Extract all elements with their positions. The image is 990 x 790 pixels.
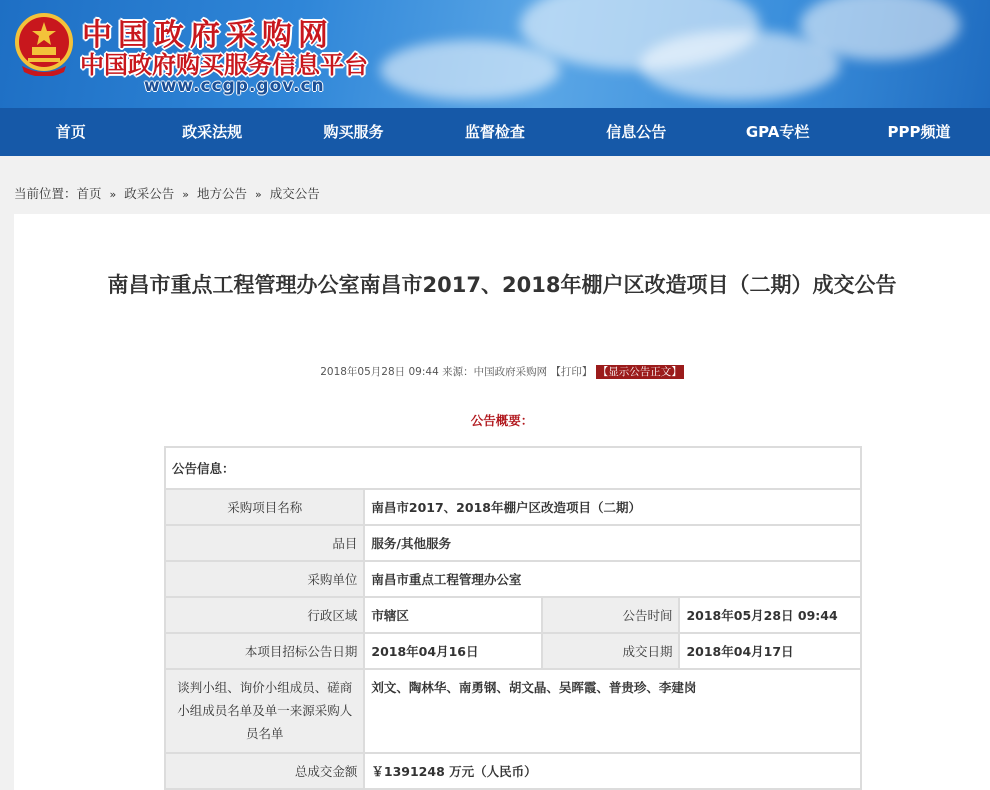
breadcrumb-prefix: 当前位置： xyxy=(14,186,77,201)
table-row xyxy=(165,447,861,489)
breadcrumb-separator: » xyxy=(182,188,190,201)
site-banner xyxy=(0,0,990,108)
site-subtitle: 中国政府购买服务信息平台 xyxy=(80,51,368,79)
article-title: 南昌市重点工程管理办公室南昌市2017、2018年棚户区改造项目（二期）成交公告 xyxy=(107,273,897,297)
deal-date-value: 2018年04月17日 xyxy=(679,633,861,669)
nav-item-gpa[interactable]: GPA专栏 xyxy=(745,123,810,141)
table-row xyxy=(165,525,861,561)
nav-item-ppp[interactable]: PPP频道 xyxy=(887,123,951,141)
deal-date-label: 成交日期 xyxy=(542,633,680,669)
category-value: 服务/其他服务 xyxy=(364,525,861,561)
region-value: 市辖区 xyxy=(364,597,542,633)
breadcrumb xyxy=(14,184,320,202)
nav-item-announcements[interactable]: 信息公告 xyxy=(606,123,667,141)
table-row xyxy=(165,753,861,789)
breadcrumb-deal[interactable]: 成交公告 xyxy=(269,186,320,201)
site-url[interactable]: www.ccgp.gov.cn xyxy=(144,76,325,96)
article-source: 来源：中国政府采购网 xyxy=(442,366,548,378)
nav-item-services[interactable]: 购买服务 xyxy=(323,123,384,141)
notice-time-value: 2018年05月28日 09:44 xyxy=(679,597,861,633)
nav-item-regulations[interactable]: 政采法规 xyxy=(182,123,243,141)
panel-members-value: 刘文、陶林华、南勇钢、胡文晶、吴晖霞、普贵珍、李建岗 xyxy=(364,669,861,753)
breadcrumb-procurement[interactable]: 政采公告 xyxy=(124,186,175,201)
category-label: 品目 xyxy=(165,525,364,561)
breadcrumb-home[interactable]: 首页 xyxy=(76,186,102,201)
breadcrumb-separator: » xyxy=(255,188,262,201)
purchaser-label: 采购单位 xyxy=(165,561,364,597)
breadcrumb-local[interactable]: 地方公告 xyxy=(197,186,248,201)
table-row xyxy=(165,597,861,633)
bid-date-value: 2018年04月16日 xyxy=(364,633,542,669)
article-meta xyxy=(14,364,990,379)
nav-item-supervision[interactable]: 监督检查 xyxy=(464,123,525,141)
total-label: 总成交金额 xyxy=(165,753,364,789)
article-panel xyxy=(14,214,990,790)
table-row xyxy=(165,633,861,669)
main-nav xyxy=(0,108,990,156)
region-label: 行政区域 xyxy=(165,597,364,633)
print-link[interactable]: 【打印】 xyxy=(550,366,593,378)
summary-heading: 公告概要： xyxy=(470,413,534,428)
table-row xyxy=(165,489,861,525)
project-name-value: 南昌市2017、2018年棚户区改造项目（二期） xyxy=(364,489,861,525)
notice-time-label: 公告时间 xyxy=(542,597,680,633)
bid-date-label: 本项目招标公告日期 xyxy=(165,633,364,669)
breadcrumb-separator: » xyxy=(109,188,117,201)
nav-item-home[interactable]: 首页 xyxy=(55,123,86,141)
panel-label: 谈判小组、询价小组成员、磋商小组成员名单及单一来源采购人员名单 xyxy=(165,669,364,753)
notice-info-table xyxy=(164,446,862,790)
project-name-label: 采购项目名称 xyxy=(165,489,364,525)
info-heading: 公告信息： xyxy=(165,447,861,489)
article-date: 2018年05月28日 09:44 xyxy=(320,366,439,378)
purchaser-value: 南昌市重点工程管理办公室 xyxy=(364,561,861,597)
total-value: ￥1391248 万元（人民币） xyxy=(364,753,861,789)
table-row xyxy=(165,561,861,597)
show-full-link[interactable]: 【显示公告正文】 xyxy=(597,366,682,378)
table-row xyxy=(165,669,861,753)
site-title[interactable]: 中国政府采购网 xyxy=(82,18,334,53)
national-emblem-icon xyxy=(14,12,74,76)
